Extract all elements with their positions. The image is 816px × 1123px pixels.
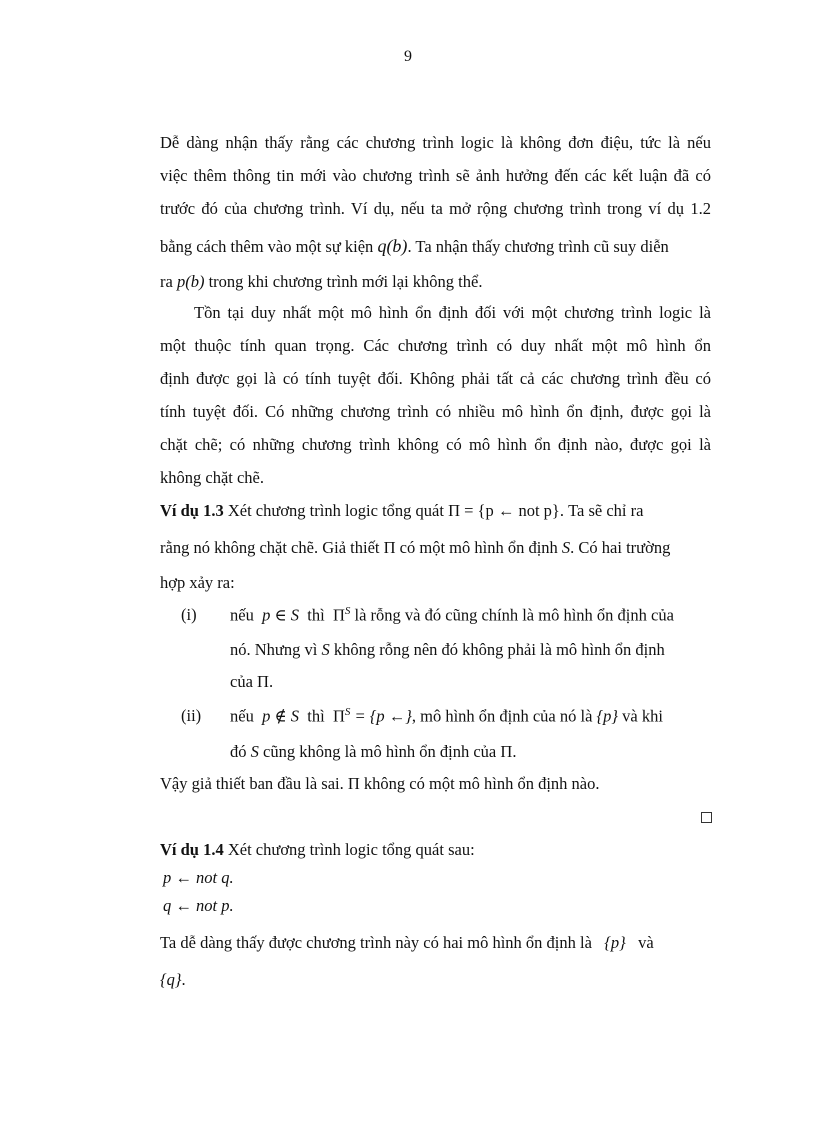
p2-line4: tính tuyệt đối. Có những chương trình có nhiều mô hình ổn định, được gọi là [160,402,711,421]
p1-line3: trước đó của chương trình. Ví dụ, nếu ta mở rộng chương trình trong ví dụ 1.2 [160,199,711,218]
case-i-line2: nó. Nhưng vì S không rỗng nên đó không phải là mô hình ổn định [230,640,665,659]
formula-qb: q(b) [377,236,408,256]
ex14-line5: {q}. [160,970,186,989]
ex13-line2: rằng nó không chặt chẽ. Giả thiết Π có một mô hình ổn định S. Có hai trường [160,538,671,557]
p1-line1: Dễ dàng nhận thấy rằng các chương trình logic là không đơn điệu, tức là nếu [160,133,711,152]
case-i-line3: của Π. [230,672,274,691]
case-i-line1: nếu p ∈ S thì $\Pi^S$ là rỗng và đó cũng chính là mô hình ổn định của [230,605,674,625]
example-label: Ví dụ 1.3 [160,501,224,520]
p1-line2: việc thêm thông tin mới vào chương trình sẽ ảnh hưởng đến các kết luận đã có [160,166,711,185]
case-i-label: (i) [181,605,197,624]
page-number: 9 [404,48,412,65]
case-ii-line2: đó S cũng không là mô hình ổn định của Π. [230,742,517,761]
qed-square-icon [701,812,712,823]
formula-pi: Π = {p ← not p} [448,501,560,520]
p2-line5: chặt chẽ; có những chương trình không có mô hình ổn định nào, được gọi là [160,435,711,454]
p1-line5: ra p(b) trong khi chương trình mới lại không thể. [160,272,483,291]
p1-line4: bằng cách thêm vào một sự kiện q(b). Ta nhận thấy chương trình cũ suy diễn [160,236,669,256]
rule-2: q ← not p. [163,896,234,915]
ex14-line4: Ta dễ dàng thấy được chương trình này có hai mô hình ổn định là {p} và [160,933,654,952]
ex13-line1: Ví dụ 1.3 Xét chương trình logic tổng quát Π = {p ← not p}. Ta sẽ chỉ ra [160,501,644,520]
p2-line3: định được gọi là có tính tuyệt đối. Không phải tất cả các chương trình đều có [160,369,711,388]
case-ii-line1: nếu p ∉ S thì $\Pi^S = \{p$ ←}, mô hình ổn định của nó là {p} và khi [230,706,663,726]
case-ii-label: (ii) [181,706,202,725]
formula-pb: p(b) [176,272,205,291]
ex13-conclusion: Vậy giả thiết ban đầu là sai. Π không có một mô hình ổn định nào. [160,774,600,793]
p2-line6: không chặt chẽ. [160,468,265,487]
p2-line1: Tồn tại duy nhất một mô hình ổn định đối với một chương trình logic là [194,303,711,322]
ex13-line3: hợp xảy ra: [160,573,235,592]
p2-line2: một thuộc tính quan trọng. Các chương trình có duy nhất một mô hình ổn [160,336,711,355]
ex14-line1: Ví dụ 1.4 Xét chương trình logic tổng quát sau: [160,840,475,859]
rule-1: p ← not q. [163,868,234,887]
example-label: Ví dụ 1.4 [160,840,224,859]
